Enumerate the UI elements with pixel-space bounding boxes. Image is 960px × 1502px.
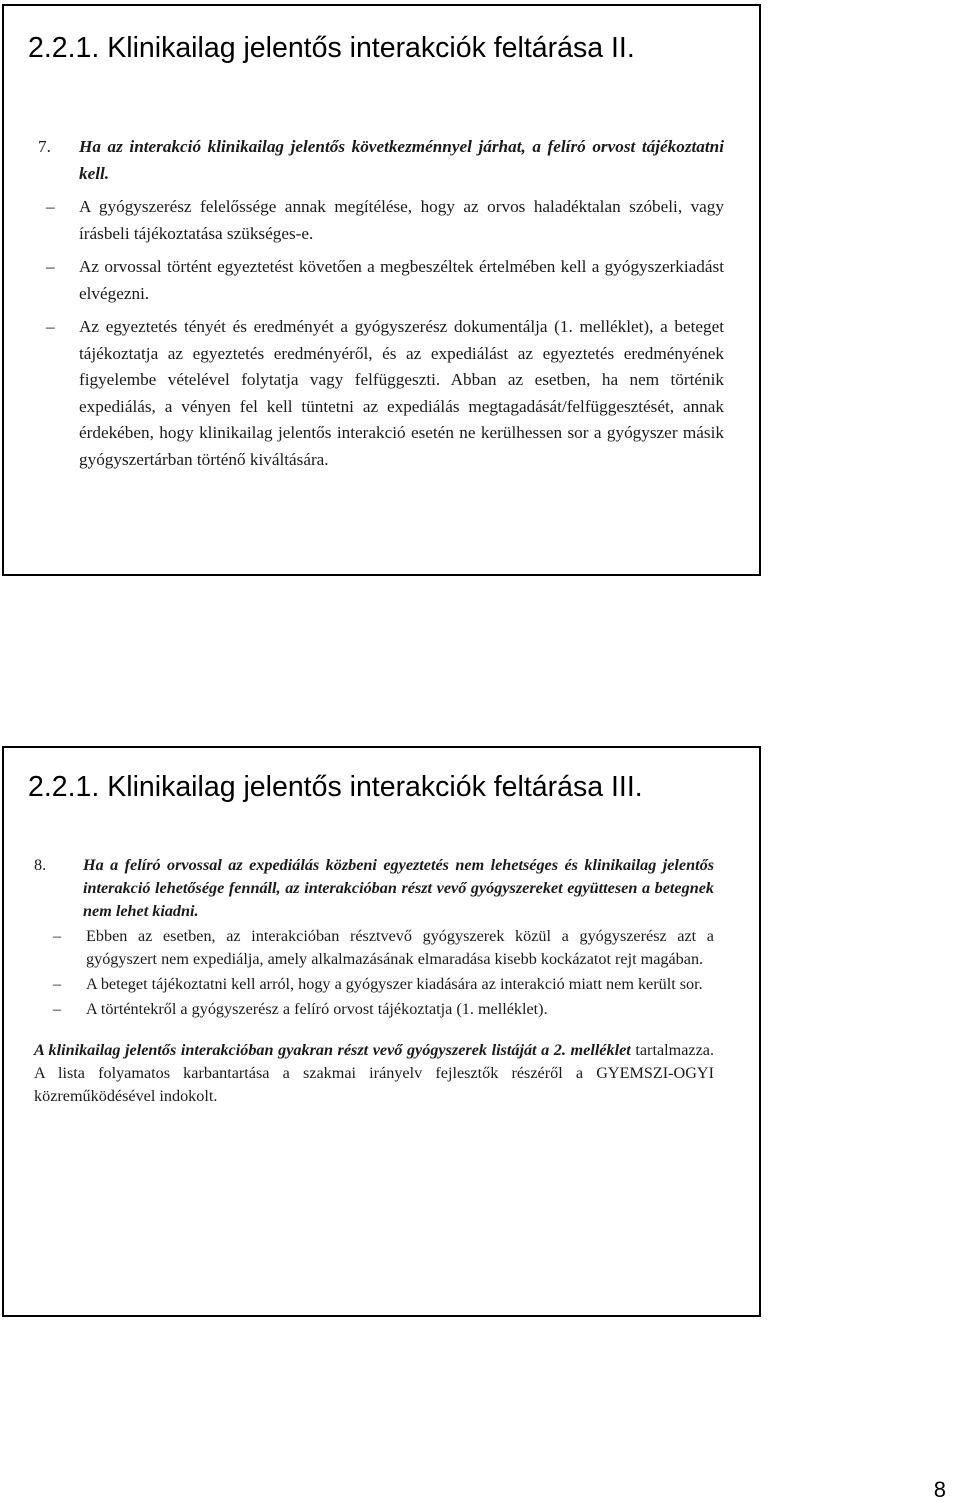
dash-marker: – <box>53 975 62 993</box>
bullet-list <box>53 925 714 1021</box>
item-number: 8. <box>34 856 47 874</box>
numbered-item <box>34 854 714 1021</box>
list-item <box>53 973 714 996</box>
item-heading: Ha az interakció klinikailag jelentős következménnyel járhat, a felíró orvost tájékoztatni kell. <box>79 137 724 183</box>
annex-note <box>34 1039 714 1108</box>
dash-marker: – <box>46 317 55 336</box>
slide-title: 2.2.1. Klinikailag jelentős interakciók feltárása III. <box>28 771 643 803</box>
slide-2 <box>2 746 761 1317</box>
bullet-text: A történtekről a gyógyszerész a felíró orvost tájékoztatja (1. melléklet). <box>86 1000 548 1018</box>
bullet-text: A beteget tájékoztatni kell arról, hogy a gyógyszer kiadására az interakció miatt nem került sor. <box>86 975 703 993</box>
slide-1 <box>2 4 761 576</box>
numbered-item <box>38 134 724 473</box>
annex-note-lead: A klinikailag jelentős interakcióban gyakran részt vevő gyógyszerek listáját a 2. melléklet <box>34 1041 631 1059</box>
list-item <box>46 254 724 307</box>
bullet-text: Az egyeztetés tényét és eredményét a gyógyszerész dokumentálja (1. melléklet), a beteget tájékoztatja az egyeztetés eredményéről, és az expediálást az egyeztetés eredményének figyelembe vételével folytatja vagy felfüggeszti. Abban az esetben, ha nem történik expediálás, a vényen fel kell tüntetni az expediálás megtagadását/felfüggesztését, annak érdekében, hogy klinikailag jelentős interakció esetén ne kerülhessen sor a gyógyszer másik gyógyszertárban történő kiváltására. <box>79 317 724 469</box>
dash-marker: – <box>46 257 55 276</box>
scanned-text-block <box>38 134 724 473</box>
item-heading: Ha a felíró orvossal az expediálás közbeni egyeztetés nem lehetséges és klinikailag jelentős interakció lehetősége fennáll, az interakcióban részt vevő gyógyszereket együttesen a betegnek nem lehet kiadni. <box>83 856 714 920</box>
bullet-text: Az orvossal történt egyeztetést követően a megbeszéltek értelmében kell a gyógyszerkiadást elvégezni. <box>79 257 724 303</box>
list-item <box>53 998 714 1021</box>
annex-note-text: tartalmazza. A lista folyamatos karbantartása a szakmai irányelv fejlesztők részéről a GYEMSZI-OGYI közreműködésével indokolt. <box>34 1041 715 1105</box>
scanned-text-block <box>34 854 714 1108</box>
list-item <box>53 925 714 971</box>
bullet-text: Ebben az esetben, az interakcióban résztvevő gyógyszerek közül a gyógyszerész azt a gyógyszert nem expediálja, amely alkalmazásának elmaradása kisebb kockázatot rejt magában. <box>86 927 714 968</box>
dash-marker: – <box>53 927 62 945</box>
bullet-list <box>46 194 724 473</box>
page-number: 8 <box>933 1477 946 1502</box>
list-item <box>46 194 724 247</box>
dash-marker: – <box>46 197 55 216</box>
item-number: 7. <box>38 137 51 156</box>
dash-marker: – <box>53 1000 62 1018</box>
bullet-text: A gyógyszerész felelőssége annak megítélése, hogy az orvos haladéktalan szóbeli, vagy írásbeli tájékoztatása szükséges-e. <box>79 197 724 243</box>
slide-title: 2.2.1. Klinikailag jelentős interakciók feltárása II. <box>28 32 635 64</box>
list-item <box>46 314 724 473</box>
